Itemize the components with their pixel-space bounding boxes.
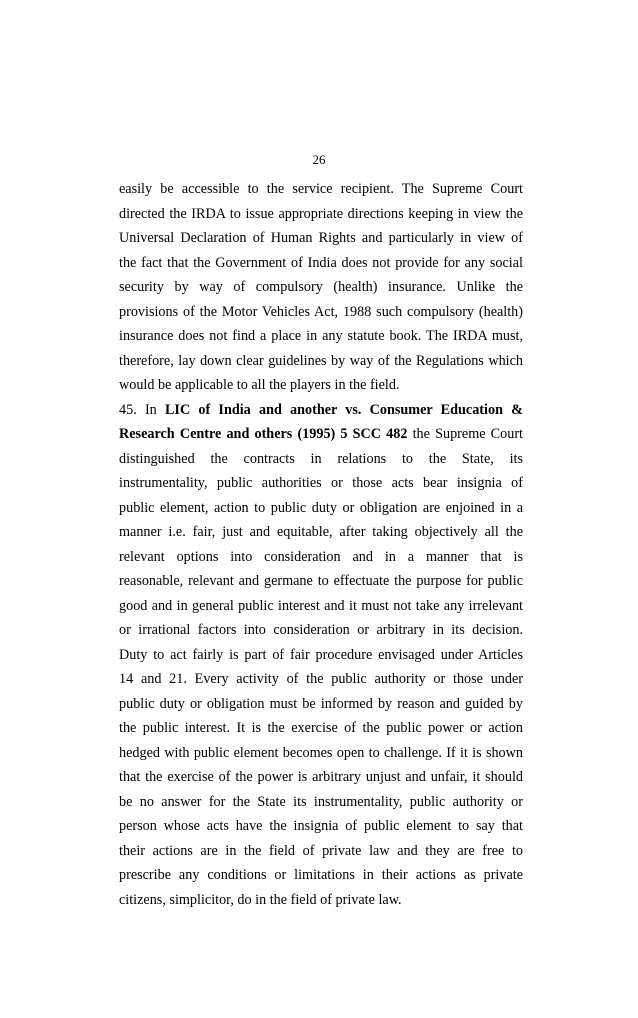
text-segment: Universal Declaration of Human Rights and particularly in view of — [119, 230, 523, 246]
text-segment: the fact that the Government of India does not provide for any social — [119, 254, 523, 271]
text-line — [119, 300, 523, 325]
case-citation: LIC of India and another vs. Consumer Education & — [164, 401, 523, 418]
text-segment: be no answer for the State its instrumentality, public authority or — [119, 793, 523, 810]
text-line — [119, 275, 523, 300]
page-number: 26 — [312, 152, 326, 167]
text-segment: therefore, lay down clear guidelines by way of the Regulations which — [119, 352, 523, 369]
text-line — [119, 324, 523, 349]
text-segment: the Supreme Court — [407, 426, 523, 442]
text-segment: insurance does not find a place in any statute book. The IRDA must, — [119, 328, 523, 344]
text-line — [119, 545, 523, 570]
text-segment: security by way of compulsory (health) insurance. Unlike the — [119, 279, 523, 295]
text-line — [119, 814, 523, 839]
text-line — [119, 202, 523, 227]
text-line — [119, 765, 523, 790]
text-segment: would be applicable to all the players in the field. — [119, 377, 400, 393]
body-text — [119, 177, 523, 912]
text-segment: or irrational factors into consideration or arbitrary in its decision. — [119, 622, 523, 638]
text-line — [119, 496, 523, 521]
text-line — [119, 692, 523, 717]
text-segment: instrumentality, public authorities or those acts bear insignia of — [119, 475, 523, 491]
text-segment: public element, action to public duty or obligation are enjoined in a — [119, 499, 523, 516]
text-line — [119, 716, 523, 741]
text-segment: 45. In — [119, 401, 165, 418]
text-segment: manner i.e. fair, just and equitable, after taking objectively all the — [119, 524, 523, 540]
text-segment: prescribe any conditions or limitations in their actions as private — [119, 867, 523, 883]
text-line — [119, 373, 523, 398]
text-line — [119, 594, 523, 619]
text-segment: easily be accessible to the service recipient. The Supreme Court — [119, 181, 523, 197]
text-segment: good and in general public interest and it must not take any irrelevant — [119, 597, 523, 614]
text-line — [119, 839, 523, 864]
text-segment: Duty to act fairly is part of fair procedure envisaged under Articles — [119, 646, 523, 663]
text-segment: reasonable, relevant and germane to effectuate the purpose for public — [119, 573, 523, 589]
text-line — [119, 667, 523, 692]
text-segment: hedged with public element becomes open to challenge. If it is shown — [119, 744, 523, 761]
text-segment: 14 and 21. Every activity of the public authority or those under — [119, 671, 523, 687]
text-line — [119, 863, 523, 888]
text-segment: relevant options into consideration and in a manner that is — [119, 548, 523, 565]
text-line — [119, 398, 523, 423]
text-segment: person whose acts have the insignia of public element to say that — [119, 818, 523, 834]
text-line — [119, 251, 523, 276]
text-segment: that the exercise of the power is arbitrary unjust and unfair, it should — [119, 769, 523, 785]
case-citation: Research Centre and others (1995) 5 SCC 482 — [119, 426, 408, 442]
text-line — [119, 349, 523, 374]
text-line — [119, 741, 523, 766]
text-line — [119, 471, 523, 496]
text-line — [119, 643, 523, 668]
text-segment: the public interest. It is the exercise of the public power or action — [119, 720, 523, 736]
text-line — [119, 422, 523, 447]
text-segment: citizens, simplicitor, do in the field of private law. — [119, 891, 402, 908]
text-line — [119, 569, 523, 594]
text-segment: distinguished the contracts in relations to the State, its — [119, 450, 523, 467]
text-segment: their actions are in the field of private law and they are free to — [119, 842, 523, 859]
text-line — [119, 888, 523, 913]
text-line — [119, 177, 523, 202]
text-segment: directed the IRDA to issue appropriate directions keeping in view the — [119, 205, 523, 222]
text-line — [119, 520, 523, 545]
text-segment: provisions of the Motor Vehicles Act, 1988 such compulsory (health) — [119, 303, 523, 320]
text-line — [119, 226, 523, 251]
text-segment: public duty or obligation must be informed by reason and guided by — [119, 695, 523, 712]
text-line — [119, 447, 523, 472]
text-line — [119, 618, 523, 643]
text-line — [119, 790, 523, 815]
